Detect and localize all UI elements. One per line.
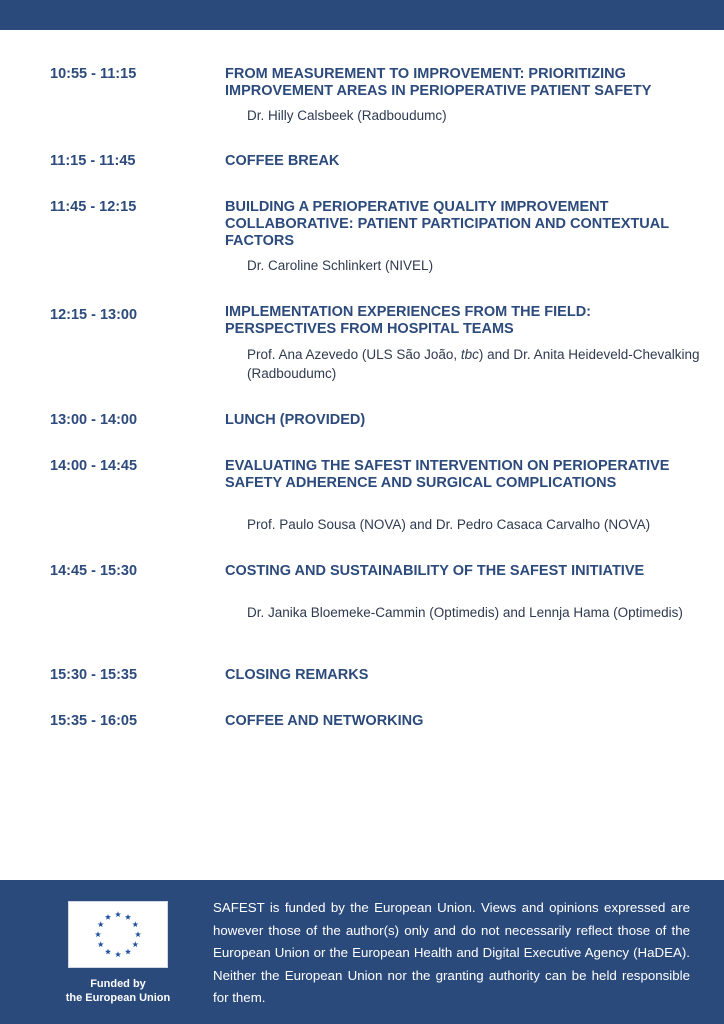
agenda-title: COSTING AND SUSTAINABILITY OF THE SAFEST INITIATIVE	[225, 563, 645, 579]
agenda-speaker: Dr. Janika Bloemeke-Cammin (Optimedis) and Lennja Hama (Optimedis)	[247, 605, 683, 620]
agenda-time: 12:15 - 13:00	[50, 307, 138, 323]
agenda-speaker	[247, 345, 707, 383]
agenda-speaker: Dr. Hilly Calsbeek (Radboudumc)	[247, 108, 447, 123]
speaker-tbc-note: tbc	[460, 347, 479, 362]
eu-flag-icon	[68, 901, 168, 968]
agenda-title: CLOSING REMARKS	[225, 667, 369, 683]
agenda-time: 14:00 - 14:45	[50, 458, 138, 474]
eu-star-icon	[125, 949, 131, 955]
agenda-title: COFFEE AND NETWORKING	[225, 713, 424, 729]
eu-star-icon	[105, 914, 111, 920]
agenda-title: EVALUATING THE SAFEST INTERVENTION ON PERIOPERATIVE SAFETY ADHERENCE AND SURGICAL COMPLICATIONS	[225, 458, 670, 491]
funding-disclaimer: SAFEST is funded by the European Union. Views and opinions expressed are however those of the author(s) only and do not necessarily reflect those of the European Union or the European Health and Digital Executive Agency (HaDEA). Neither the European Union nor the granting authority can be held responsible for them.	[213, 900, 690, 1005]
agenda-title: FROM MEASUREMENT TO IMPROVEMENT: PRIORITIZING IMPROVEMENT AREAS IN PERIOPERATIVE PATIENT SAFETY	[225, 66, 652, 99]
eu-star-icon	[135, 931, 141, 937]
eu-star-icon	[105, 949, 111, 955]
eu-star-icon	[95, 931, 101, 937]
funding-footer	[0, 880, 724, 1024]
agenda-time: 10:55 - 11:15	[50, 66, 137, 82]
eu-star-icon	[132, 921, 138, 927]
agenda-speaker: Dr. Caroline Schlinkert (NIVEL)	[247, 258, 434, 273]
funded-line-2: the European Union	[65, 992, 171, 1004]
funded-line-1: Funded by	[90, 978, 146, 990]
eu-star-icon	[115, 951, 121, 957]
agenda-time: 13:00 - 14:00	[50, 412, 138, 428]
eu-star-icon	[98, 941, 104, 947]
agenda-time: 14:45 - 15:30	[50, 563, 138, 579]
eu-stars-icon	[69, 902, 167, 967]
eu-star-icon	[125, 914, 131, 920]
agenda-time: 15:35 - 16:05	[50, 713, 138, 729]
agenda-time: 11:45 - 12:15	[50, 199, 137, 215]
agenda-title: LUNCH (PROVIDED)	[225, 412, 366, 428]
agenda-title: IMPLEMENTATION EXPERIENCES FROM THE FIELD: PERSPECTIVES FROM HOSPITAL TEAMS	[225, 304, 591, 337]
top-banner	[0, 0, 724, 30]
speaker-text: Prof. Ana Azevedo (ULS São João,	[247, 347, 461, 362]
agenda-time: 15:30 - 15:35	[50, 667, 138, 683]
eu-star-icon	[98, 921, 104, 927]
eu-star-icon	[132, 941, 138, 947]
agenda-title: BUILDING A PERIOPERATIVE QUALITY IMPROVEMENT COLLABORATIVE: PATIENT PARTICIPATION AND CONTEXTUAL FACTORS	[225, 199, 669, 249]
funded-by-eu-label	[50, 977, 186, 1005]
agenda-title: COFFEE BREAK	[225, 153, 340, 169]
speaker-text: ) and Dr. Anita Heideveld-Chevalking (Radboudumc)	[247, 347, 700, 381]
eu-star-icon	[115, 911, 121, 917]
agenda-time: 11:15 - 11:45	[50, 153, 136, 169]
agenda-speaker: Prof. Paulo Sousa (NOVA) and Dr. Pedro Casaca Carvalho (NOVA)	[247, 517, 651, 532]
